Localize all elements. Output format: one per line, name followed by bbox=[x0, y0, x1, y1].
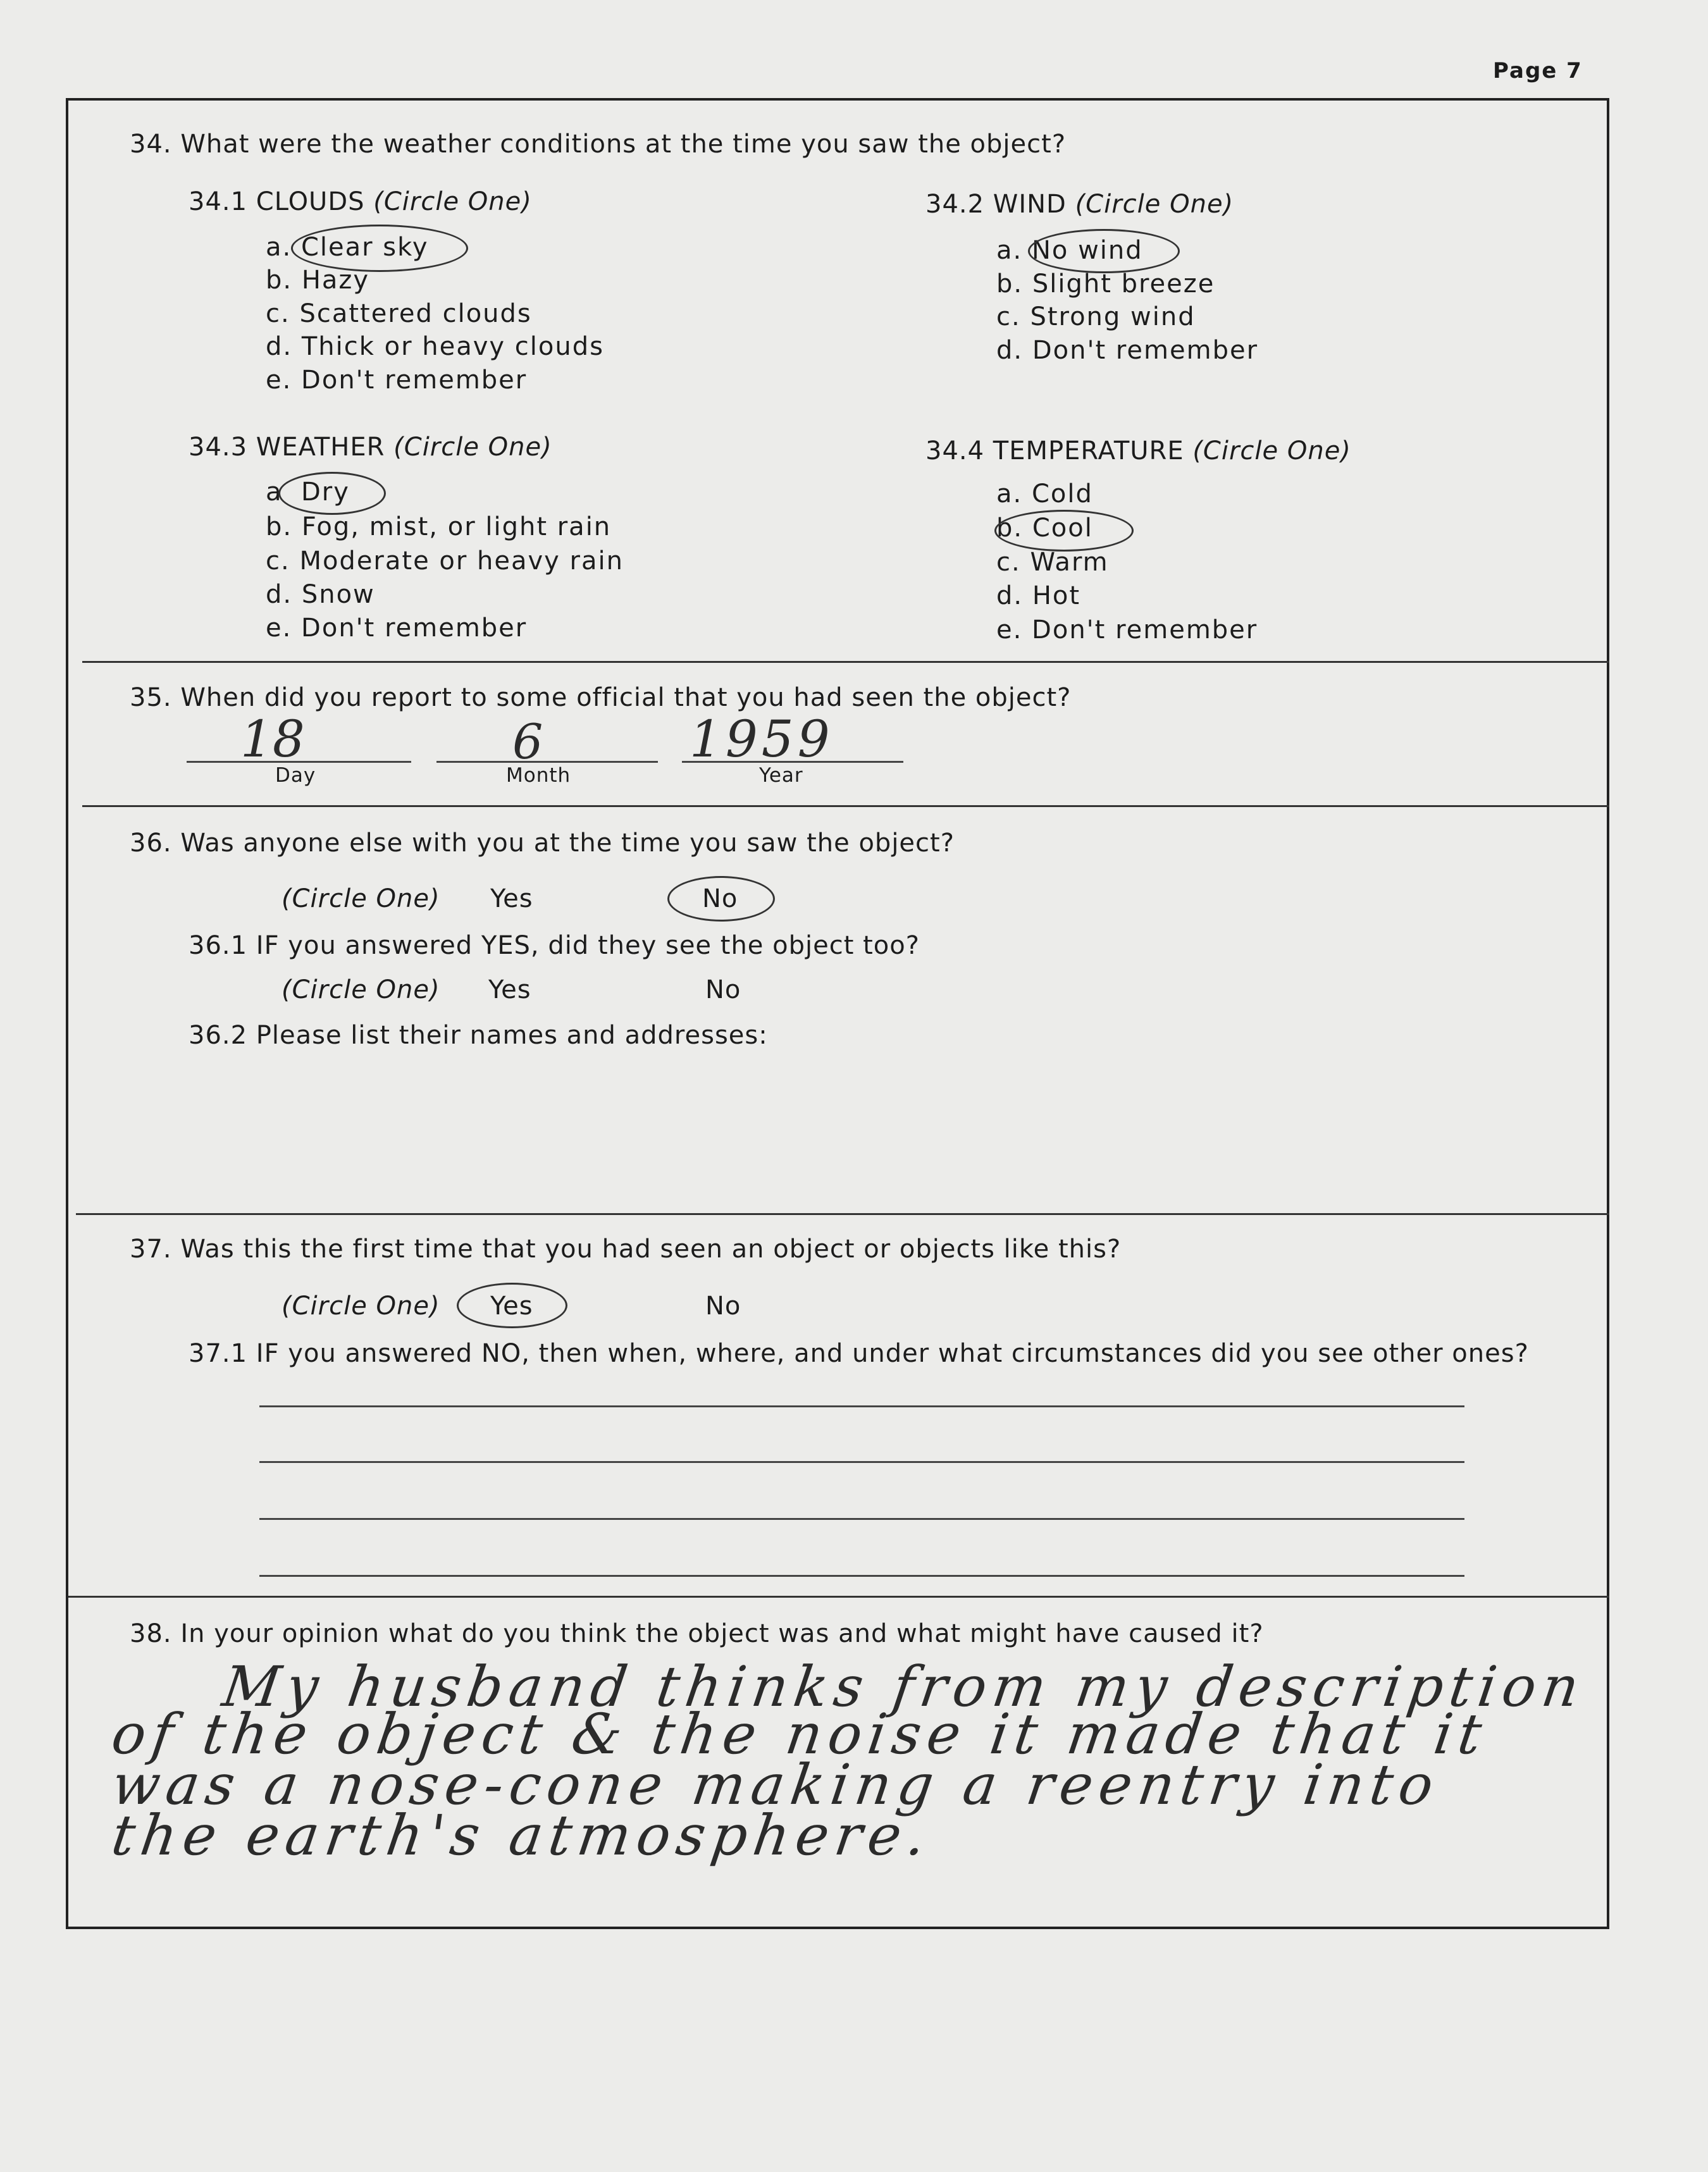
q36-answer-circle bbox=[667, 876, 775, 922]
wind-option-b[interactable]: b. Slight breeze bbox=[996, 269, 1215, 299]
handwritten-answer-line-1[interactable]: My husband thinks from my description bbox=[218, 1654, 1590, 1719]
q36-1-no-option[interactable]: No bbox=[705, 975, 741, 1004]
wind-instruction: (Circle One) bbox=[1075, 190, 1234, 219]
clouds-heading bbox=[189, 187, 532, 216]
weather-answer-circle bbox=[278, 472, 386, 515]
q36-instruction: (Circle One) bbox=[282, 884, 440, 913]
report-month-value[interactable]: 6 bbox=[512, 713, 543, 770]
q37-answer-line-4[interactable] bbox=[259, 1575, 1464, 1577]
weather-instruction: (Circle One) bbox=[393, 433, 552, 462]
weather-heading bbox=[189, 433, 552, 462]
clouds-instruction: (Circle One) bbox=[373, 187, 532, 216]
q34-question: 34. What were the weather conditions at the time you saw the object? bbox=[130, 130, 1067, 159]
q37-1-question: 37.1 IF you answered NO, then when, where, and under what circumstances did you see other ones? bbox=[189, 1339, 1529, 1368]
weather-option-b[interactable]: b. Fog, mist, or light rain bbox=[266, 512, 612, 541]
q37-no-option[interactable]: No bbox=[705, 1292, 741, 1321]
weather-option-e[interactable]: e. Don't remember bbox=[266, 614, 528, 643]
day-line bbox=[187, 761, 411, 763]
q37-answer-line-1[interactable] bbox=[259, 1405, 1464, 1407]
weather-option-c[interactable]: c. Moderate or heavy rain bbox=[266, 546, 624, 576]
q36-1-question: 36.1 IF you answered YES, did they see the object too? bbox=[189, 931, 920, 960]
day-label: Day bbox=[275, 764, 316, 787]
clouds-option-d[interactable]: d. Thick or heavy clouds bbox=[266, 332, 604, 361]
temperature-option-e[interactable]: e. Don't remember bbox=[996, 615, 1258, 645]
wind-option-d[interactable]: d. Don't remember bbox=[996, 336, 1259, 365]
divider-35-36 bbox=[82, 805, 1609, 807]
temperature-option-c[interactable]: c. Warm bbox=[996, 548, 1109, 577]
divider-37-38 bbox=[68, 1596, 1609, 1598]
q36-1-yes-option[interactable]: Yes bbox=[488, 975, 531, 1004]
clouds-answer-circle bbox=[291, 225, 468, 272]
month-label: Month bbox=[506, 764, 571, 787]
temperature-option-a[interactable]: a. Cold bbox=[996, 479, 1093, 509]
handwritten-answer-line-2[interactable]: of the object & the noise it made that it bbox=[108, 1701, 1492, 1767]
q36-yes-option[interactable]: Yes bbox=[490, 884, 533, 913]
temperature-title: 34.4 TEMPERATURE bbox=[925, 436, 1184, 466]
wind-answer-circle bbox=[1028, 229, 1180, 273]
handwritten-answer-line-3[interactable]: was a nose-cone making a reentry into bbox=[108, 1752, 1444, 1817]
year-line bbox=[682, 761, 903, 763]
clouds-option-c[interactable]: c. Scattered clouds bbox=[266, 299, 532, 328]
page-number: Page 7 bbox=[1493, 58, 1583, 83]
q37-instruction: (Circle One) bbox=[282, 1292, 440, 1321]
temperature-instruction: (Circle One) bbox=[1192, 436, 1351, 466]
report-year-value[interactable]: 1959 bbox=[690, 710, 834, 768]
weather-title: 34.3 WEATHER bbox=[189, 433, 385, 462]
clouds-option-b[interactable]: b. Hazy bbox=[266, 266, 370, 295]
q37-answer-circle bbox=[457, 1283, 567, 1328]
handwritten-answer-line-4[interactable]: the earth's atmosphere. bbox=[108, 1803, 936, 1868]
wind-heading bbox=[925, 190, 1234, 219]
wind-option-c[interactable]: c. Strong wind bbox=[996, 302, 1196, 331]
q35-question: 35. When did you report to some official that you had seen the object? bbox=[130, 683, 1072, 712]
temperature-heading bbox=[925, 436, 1351, 466]
q37-answer-line-3[interactable] bbox=[259, 1518, 1464, 1520]
q37-yes-option[interactable]: Yes bbox=[490, 1292, 533, 1321]
divider-36-37 bbox=[76, 1213, 1609, 1215]
year-label: Year bbox=[759, 764, 803, 787]
divider-34-35 bbox=[82, 661, 1609, 663]
q37-answer-line-2[interactable] bbox=[259, 1461, 1464, 1463]
month-line bbox=[436, 761, 658, 763]
wind-option-a[interactable]: a. No wind bbox=[996, 236, 1143, 265]
clouds-option-e[interactable]: e. Don't remember bbox=[266, 366, 528, 395]
temperature-option-d[interactable]: d. Hot bbox=[996, 581, 1081, 610]
temperature-option-b[interactable]: b. Cool bbox=[996, 514, 1093, 543]
q36-no-option[interactable]: No bbox=[702, 884, 738, 913]
clouds-option-a[interactable]: a. Clear sky bbox=[266, 233, 429, 262]
q36-1-instruction: (Circle One) bbox=[282, 975, 440, 1004]
q36-2-question: 36.2 Please list their names and addresses: bbox=[189, 1021, 768, 1050]
temperature-answer-circle bbox=[994, 510, 1134, 552]
q36-question: 36. Was anyone else with you at the time you saw the object? bbox=[130, 829, 955, 858]
q38-question: 38. In your opinion what do you think the object was and what might have caused it? bbox=[130, 1619, 1264, 1648]
q37-question: 37. Was this the first time that you had seen an object or objects like this? bbox=[130, 1235, 1122, 1264]
weather-option-a[interactable]: a Dry bbox=[266, 478, 350, 507]
weather-option-d[interactable]: d. Snow bbox=[266, 580, 375, 609]
wind-title: 34.2 WIND bbox=[925, 190, 1067, 219]
clouds-title: 34.1 CLOUDS bbox=[189, 187, 365, 216]
report-day-value[interactable]: 18 bbox=[240, 710, 305, 768]
